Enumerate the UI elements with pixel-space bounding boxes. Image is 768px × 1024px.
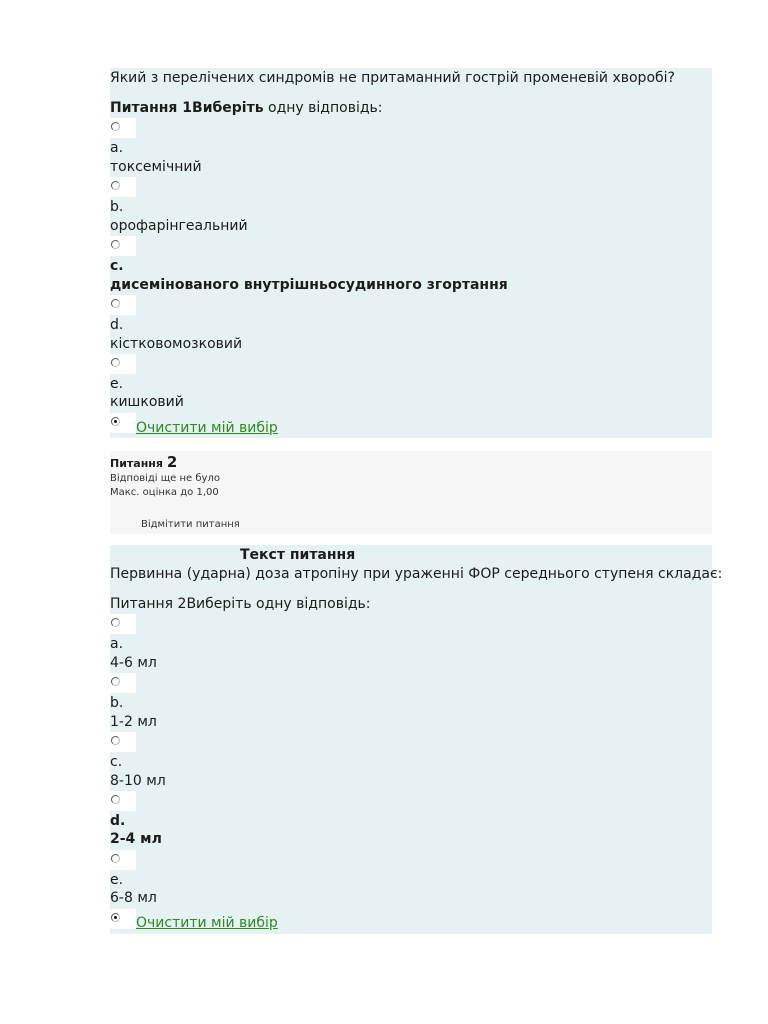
question-2-info [110, 451, 712, 534]
option-b-text: орофарінгеальний [110, 218, 248, 234]
option-a-radio[interactable] [110, 118, 136, 138]
option-c-radio[interactable] [110, 236, 136, 256]
option-d-radio[interactable] [110, 295, 136, 315]
option-d-letter: d. [110, 317, 124, 333]
option-a-letter: a. [110, 140, 124, 156]
option-b-letter: b. [110, 199, 124, 215]
q2-clear-choice-link[interactable]: Очистити мій вибір [136, 915, 278, 931]
q2-option-d-radio[interactable] [110, 791, 136, 811]
q2-option-c-text: 8-10 мл [110, 773, 166, 789]
q2-option-d-letter: d. [110, 813, 126, 829]
option-d-text: кістковомозковий [110, 336, 243, 352]
question-number [110, 453, 177, 471]
option-e-letter: e. [110, 376, 124, 392]
question-2-prompt: Питання 2Виберіть одну відповідь: [110, 596, 371, 612]
clear-choice-radio[interactable] [110, 413, 136, 433]
question-text-heading: Текст питання [240, 547, 356, 563]
question-number-prefix: Питання [110, 457, 167, 470]
option-a-text: токсемічний [110, 159, 202, 175]
option-c-letter: c. [110, 258, 124, 274]
question-1-prompt-bold: Питання 1Виберіть [110, 100, 264, 116]
q2-option-b-letter: b. [110, 695, 124, 711]
question-1-prompt-rest: одну відповідь: [263, 100, 383, 116]
max-grade: Макс. оцінка до 1,00 [110, 487, 219, 498]
answer-status: Відповіді ще не було [110, 473, 220, 484]
option-c-text: дисемінованого внутрішньосудинного згортання [110, 277, 508, 293]
question-2-text: Первинна (ударна) доза атропіну при ураженні ФОР середнього ступеня складає: [110, 566, 723, 582]
q2-option-c-radio[interactable] [110, 732, 136, 752]
q2-clear-choice-radio[interactable] [110, 909, 136, 929]
option-b-radio[interactable] [110, 177, 136, 197]
flag-question-link[interactable]: Відмітити питання [141, 519, 240, 530]
option-e-text: кишковий [110, 394, 184, 410]
q2-option-e-text: 6-8 мл [110, 890, 157, 906]
q2-option-e-radio[interactable] [110, 850, 136, 870]
q2-option-a-radio[interactable] [110, 614, 136, 634]
question-1-text: Який з перелічених синдромів не притаманний гострій променевій хворобі? [110, 70, 675, 86]
q2-option-b-text: 1-2 мл [110, 714, 157, 730]
option-e-radio[interactable] [110, 354, 136, 374]
question-1-block [110, 68, 712, 438]
clear-choice-link[interactable]: Очистити мій вибір [136, 420, 278, 436]
q2-option-a-letter: a. [110, 636, 124, 652]
q2-option-a-text: 4-6 мл [110, 655, 157, 671]
q2-option-e-letter: e. [110, 872, 124, 888]
q2-option-c-letter: c. [110, 754, 123, 770]
question-2-block [110, 545, 723, 934]
question-1-prompt [110, 100, 383, 116]
question-number-value: 2 [166, 453, 178, 471]
q2-option-d-text: 2-4 мл [110, 831, 162, 847]
q2-option-b-radio[interactable] [110, 673, 136, 693]
